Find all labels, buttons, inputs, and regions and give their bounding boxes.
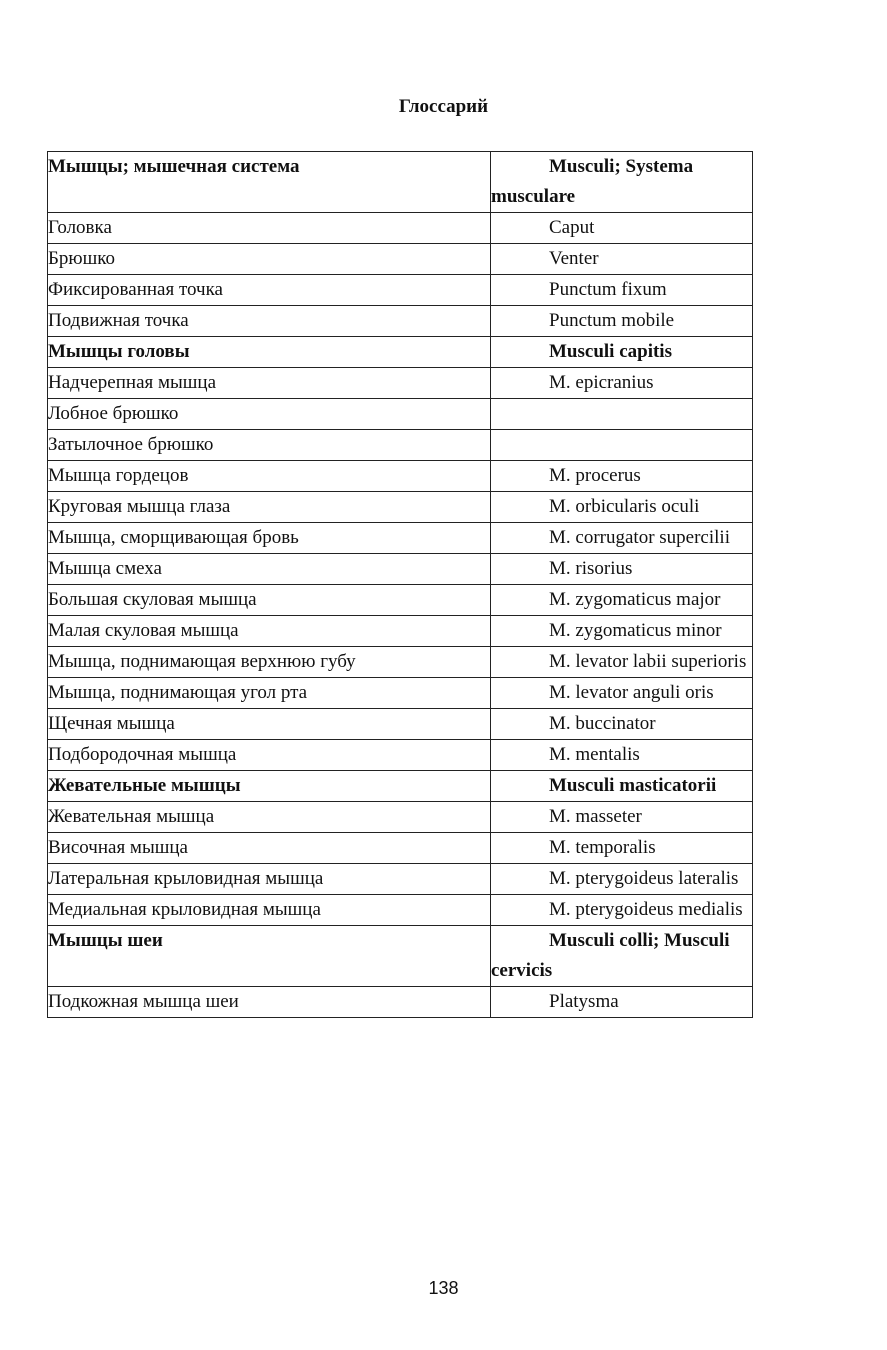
russian-term-cell: Медиальная крыловидная мышца — [48, 895, 491, 926]
table-row — [48, 647, 753, 678]
russian-term-cell: Лобное брюшко — [48, 399, 491, 430]
latin-term-cell: Musculi capitis — [491, 337, 753, 368]
table-row — [48, 275, 753, 306]
russian-term-cell: Надчерепная мышца — [48, 368, 491, 399]
latin-term-cell: M. levator anguli oris — [491, 678, 753, 709]
table-row — [48, 430, 753, 461]
latin-term-cell: M. masseter — [491, 802, 753, 833]
latin-term-cell: Punctum mobile — [491, 306, 753, 337]
russian-term-cell: Подбородочная мышца — [48, 740, 491, 771]
russian-term-cell: Латеральная крыловидная мышца — [48, 864, 491, 895]
latin-term-cell: Platysma — [491, 987, 753, 1018]
table-row — [48, 492, 753, 523]
page-number: 138 — [428, 1278, 459, 1298]
russian-term-cell: Круговая мышца глаза — [48, 492, 491, 523]
latin-term-cell: M. buccinator — [491, 709, 753, 740]
russian-term-cell: Малая скуловая мышца — [48, 616, 491, 647]
table-row — [48, 616, 753, 647]
section-header-row — [48, 337, 753, 368]
latin-term-cell: Punctum fixum — [491, 275, 753, 306]
latin-term-cell: M. zygomaticus minor — [491, 616, 753, 647]
table-row — [48, 585, 753, 616]
section-header-row — [48, 926, 753, 987]
russian-term-cell: Височная мышца — [48, 833, 491, 864]
latin-term-cell: M. procerus — [491, 461, 753, 492]
latin-term-cell: Musculi colli; Musculi cervicis — [491, 926, 753, 987]
latin-term-cell — [491, 430, 753, 461]
table-row — [48, 306, 753, 337]
russian-term-cell: Мышца, сморщивающая бровь — [48, 523, 491, 554]
glossary-body — [48, 152, 753, 1018]
russian-term-cell: Головка — [48, 213, 491, 244]
table-row — [48, 461, 753, 492]
latin-term-cell: Caput — [491, 213, 753, 244]
latin-term-cell — [491, 399, 753, 430]
latin-term-cell: M. levator labii superioris — [491, 647, 753, 678]
latin-term-cell: M. orbicularis oculi — [491, 492, 753, 523]
section-header-row — [48, 771, 753, 802]
table-row — [48, 895, 753, 926]
russian-term-cell: Мышцы головы — [48, 337, 491, 368]
latin-term-cell: M. zygomaticus major — [491, 585, 753, 616]
latin-term-cell: Musculi; Systema musculare — [491, 152, 753, 213]
russian-term-cell: Мышца смеха — [48, 554, 491, 585]
russian-term-cell: Мышцы; мышечная система — [48, 152, 491, 213]
russian-term-cell: Большая скуловая мышца — [48, 585, 491, 616]
latin-term-cell: M. corrugator supercilii — [491, 523, 753, 554]
latin-term-cell: M. epicranius — [491, 368, 753, 399]
table-row — [48, 244, 753, 275]
russian-term-cell: Жевательные мышцы — [48, 771, 491, 802]
table-row — [48, 399, 753, 430]
russian-term-cell: Жевательная мышца — [48, 802, 491, 833]
latin-term-cell: M. temporalis — [491, 833, 753, 864]
table-row — [48, 833, 753, 864]
russian-term-cell: Мышца гордецов — [48, 461, 491, 492]
table-row — [48, 523, 753, 554]
russian-term-cell: Мышца, поднимающая угол рта — [48, 678, 491, 709]
russian-term-cell: Мышцы шеи — [48, 926, 491, 987]
latin-term-cell: Venter — [491, 244, 753, 275]
russian-term-cell: Мышца, поднимающая верхнюю губу — [48, 647, 491, 678]
russian-term-cell: Щечная мышца — [48, 709, 491, 740]
page-title: Глоссарий — [398, 96, 489, 117]
table-row — [48, 802, 753, 833]
russian-term-cell: Брюшко — [48, 244, 491, 275]
table-row — [48, 554, 753, 585]
table-row — [48, 864, 753, 895]
russian-term-cell: Подвижная точка — [48, 306, 491, 337]
table-row — [48, 987, 753, 1018]
russian-term-cell: Фиксированная точка — [48, 275, 491, 306]
latin-term-cell: M. pterygoideus medialis — [491, 895, 753, 926]
table-row — [48, 213, 753, 244]
latin-term-cell: M. mentalis — [491, 740, 753, 771]
section-header-row — [48, 152, 753, 213]
russian-term-cell: Затылочное брюшко — [48, 430, 491, 461]
table-row — [48, 709, 753, 740]
latin-term-cell: M. pterygoideus lateralis — [491, 864, 753, 895]
latin-term-cell: M. risorius — [491, 554, 753, 585]
latin-term-cell: Musculi masticatorii — [491, 771, 753, 802]
table-row — [48, 740, 753, 771]
russian-term-cell: Подкожная мышца шеи — [48, 987, 491, 1018]
table-row — [48, 368, 753, 399]
table-row — [48, 678, 753, 709]
glossary-table — [47, 151, 753, 1018]
